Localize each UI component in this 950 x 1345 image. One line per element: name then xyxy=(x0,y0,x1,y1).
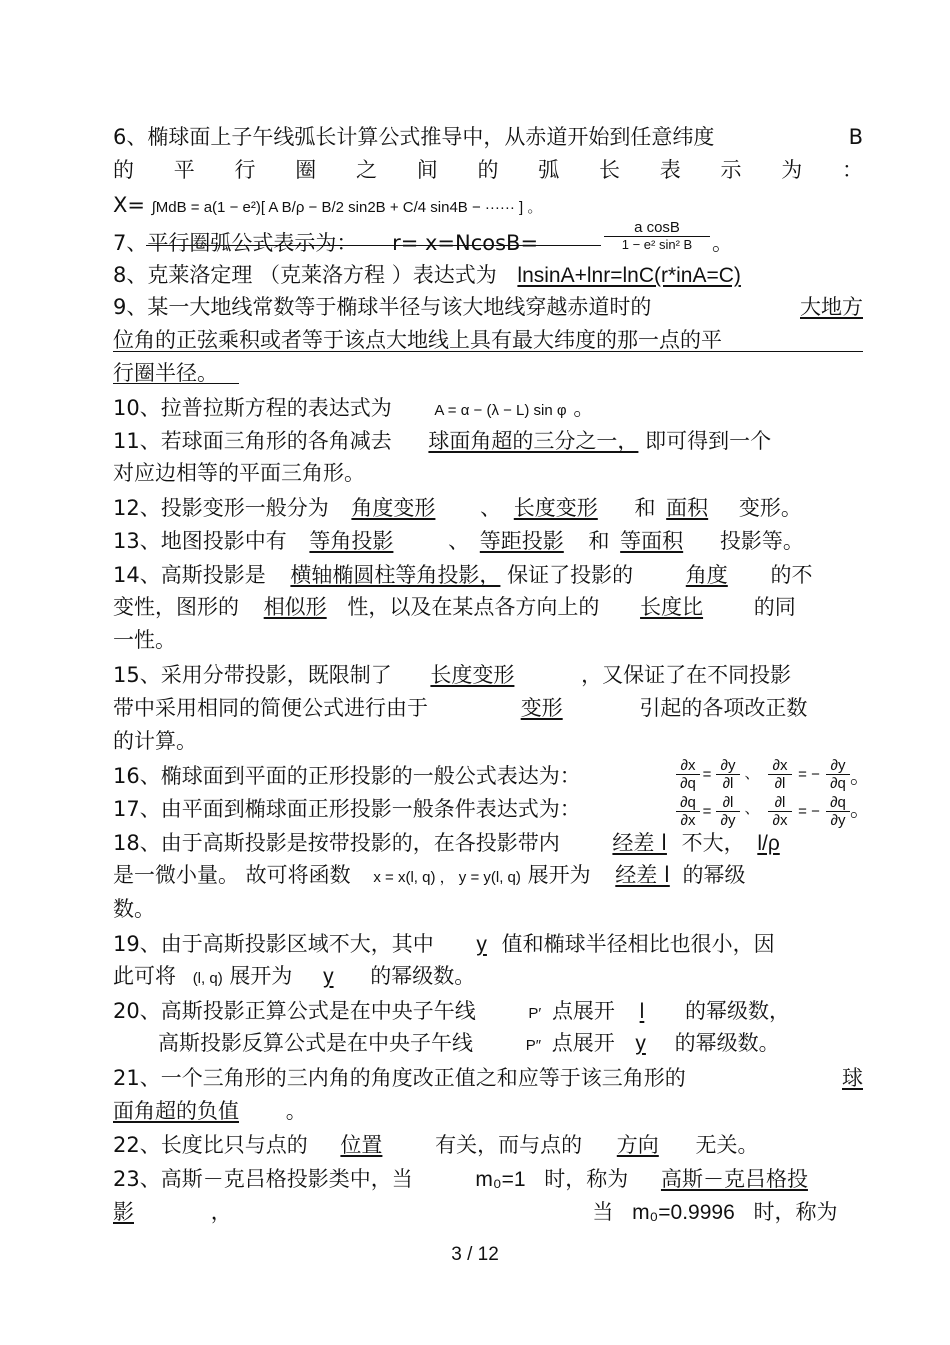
q16-partial-dx-dq: $\frac{\partial x}{\partial q}$ xyxy=(676,757,700,792)
q6-char: 圈 xyxy=(295,158,317,182)
q16-partial-dx-dl: $\frac{\partial x}{\partial l}$ xyxy=(768,757,792,792)
q7-strikethrough xyxy=(146,245,601,246)
page-number: 3 / 12 xyxy=(451,1244,499,1265)
q9-line3: 行圈半径。 xyxy=(113,361,218,385)
q17-partial-dl-dy: $\frac{\partial l}{\partial y}$ xyxy=(716,794,740,829)
q13-line: 13、地图投影中有 等角投影 、 等距投影 和 等面积 投影等。 xyxy=(113,529,804,553)
q17-line: 17、由平面到椭球面正形投影一般条件表达式为： xyxy=(113,797,581,821)
q14-line1: 14、高斯投影是 横轴椭圆柱等角投影， 保证了投影的 角度 的不 xyxy=(113,563,813,587)
q23-line1: 23、高斯－克吕格投影类中，当 m₀=1 时，称为 高斯－克吕格投 xyxy=(113,1167,808,1191)
q15-line3: 的计算。 xyxy=(113,729,197,753)
q18-line2: 是一微小量。 故可将函数 x = x(l, q) ， y = y(l, q) 展开为 经差 l 的幂级 xyxy=(113,863,746,887)
q6-char: 平 xyxy=(173,158,195,182)
q12-line: 12、投影变形一般分为 角度变形 、 长度变形 和 面积 变形。 xyxy=(113,496,802,520)
q17-equals: = xyxy=(702,803,712,820)
q17-comma: 、 xyxy=(744,800,760,817)
q16-line: 16、椭球面到平面的正形投影的一般公式表达为： xyxy=(113,764,581,788)
q17-equals-neg: = − xyxy=(798,803,820,820)
q18-line1: 18、由于高斯投影是按带投影的，在各投影带内 经差 l 不大， l/ρ xyxy=(113,831,780,855)
q14-line2: 变性，图形的 相似形 性，以及在某点各方向上的 长度比 的同 xyxy=(113,595,796,619)
q22-line: 22、长度比只与点的 位置 有关，而与点的 方向 无关。 xyxy=(113,1133,759,1157)
q11-line2: 对应边相等的平面三角形。 xyxy=(113,461,365,485)
q6-char: 的 xyxy=(113,158,134,182)
q6-char: 行 xyxy=(234,158,256,182)
q16-end: 。 xyxy=(850,764,871,788)
q14-line3: 一性。 xyxy=(113,628,176,652)
q10-line: 10、拉普拉斯方程的表达式为 A = α − (λ − L) sin φ 。 xyxy=(113,396,595,420)
q6-char: 长 xyxy=(599,158,620,182)
q17-end: 。 xyxy=(850,797,871,821)
arc-length-formula: ∫MdB = a(1 − e²)[ A B/ρ − B/2 sin2B + C/4 sin4B − ······ ] 。 xyxy=(151,199,543,216)
q18-line3: 数。 xyxy=(113,897,155,921)
q6-char: 的 xyxy=(477,158,499,182)
q16-comma: 、 xyxy=(744,765,760,782)
q20-line2: 高斯投影反算公式是在中央子午线 P″ 点展开 y 的幂级数。 xyxy=(158,1031,780,1055)
q7-end: 。 xyxy=(712,231,733,255)
q16-partial-dy-dl: $\frac{\partial y}{\partial l}$ xyxy=(716,757,740,792)
q9-line1: 9、某一大地线常数等于椭球半径与该大地线穿越赤道时的 大地方 xyxy=(113,295,863,319)
q16-partial-dy-dq: $\frac{\partial y}{\partial q}$ xyxy=(826,757,850,792)
q21-line2: 面角超的负值 。 xyxy=(113,1099,307,1123)
q21-line1: 21、一个三角形的三内角的角度改正值之和应等于该三角形的 球 xyxy=(113,1066,863,1090)
q9-line2: 位角的正弦乘积或者等于该点大地线上具有最大纬度的那一点的平 xyxy=(113,328,722,352)
q6-char: 弧 xyxy=(538,158,560,182)
q16-equals: = xyxy=(702,766,712,783)
q7-fraction: $\frac{\text{a cosB}}{\text{1 − e² sin² B}}$ xyxy=(604,219,710,252)
q6-char: 间 xyxy=(416,158,438,182)
q6-line1: 6、椭球面上子午线弧长计算公式推导中，从赤道开始到任意纬度 B xyxy=(113,125,863,149)
q6-char: 表 xyxy=(659,158,681,182)
q15-line1: 15、采用分带投影，既限制了 长度变形 ，又保证了在不同投影 xyxy=(113,663,792,687)
q6-char: ： xyxy=(842,158,863,182)
q8-line: 8、克莱洛定理 （克莱洛方程 ）表达式为 lnsinA+lnr=lnC(r*inA=C) xyxy=(113,263,741,287)
q15-line2: 带中采用相同的简便公式进行由于 变形 引起的各项改正数 xyxy=(113,696,808,720)
q6-char: 示 xyxy=(720,158,742,182)
q9-underline xyxy=(113,351,863,352)
q7-line: 7、平行圈弧公式表示为： r= x=NcosB= xyxy=(113,231,539,255)
q17-partial-dq-dx: $\frac{\partial q}{\partial x}$ xyxy=(676,794,700,829)
q19-line2: 此可将 (l, q) 展开为 y 的幂级数。 xyxy=(113,964,476,988)
q6-line3: X= ∫MdB = a(1 − e²)[ A B/ρ − B/2 sin2B + C/4 sin4B − ······ ] 。 xyxy=(113,193,543,217)
q6-char: 为 xyxy=(781,158,803,182)
q16-equals-neg: = − xyxy=(798,766,820,783)
q19-line1: 19、由于高斯投影区域不大，其中 y 值和椭球半径相比也很小，因 xyxy=(113,932,775,956)
q20-line1: 20、高斯投影正算公式是在中央子午线 P′ 点展开 l 的幂级数， xyxy=(113,999,790,1023)
q6-char: 之 xyxy=(356,158,377,182)
q17-partial-dq-dy: $\frac{\partial q}{\partial y}$ xyxy=(826,794,850,829)
q9-underline-end xyxy=(113,383,239,384)
q23-line2: 影 ， 当 m₀=0.9996 时，称为 xyxy=(113,1200,838,1224)
q6-line2 xyxy=(113,156,863,184)
q11-line1: 11、若球面三角形的各角减去 球面角超的三分之一， 即可得到一个 xyxy=(113,429,772,453)
q17-partial-dl-dx: $\frac{\partial l}{\partial x}$ xyxy=(768,794,792,829)
